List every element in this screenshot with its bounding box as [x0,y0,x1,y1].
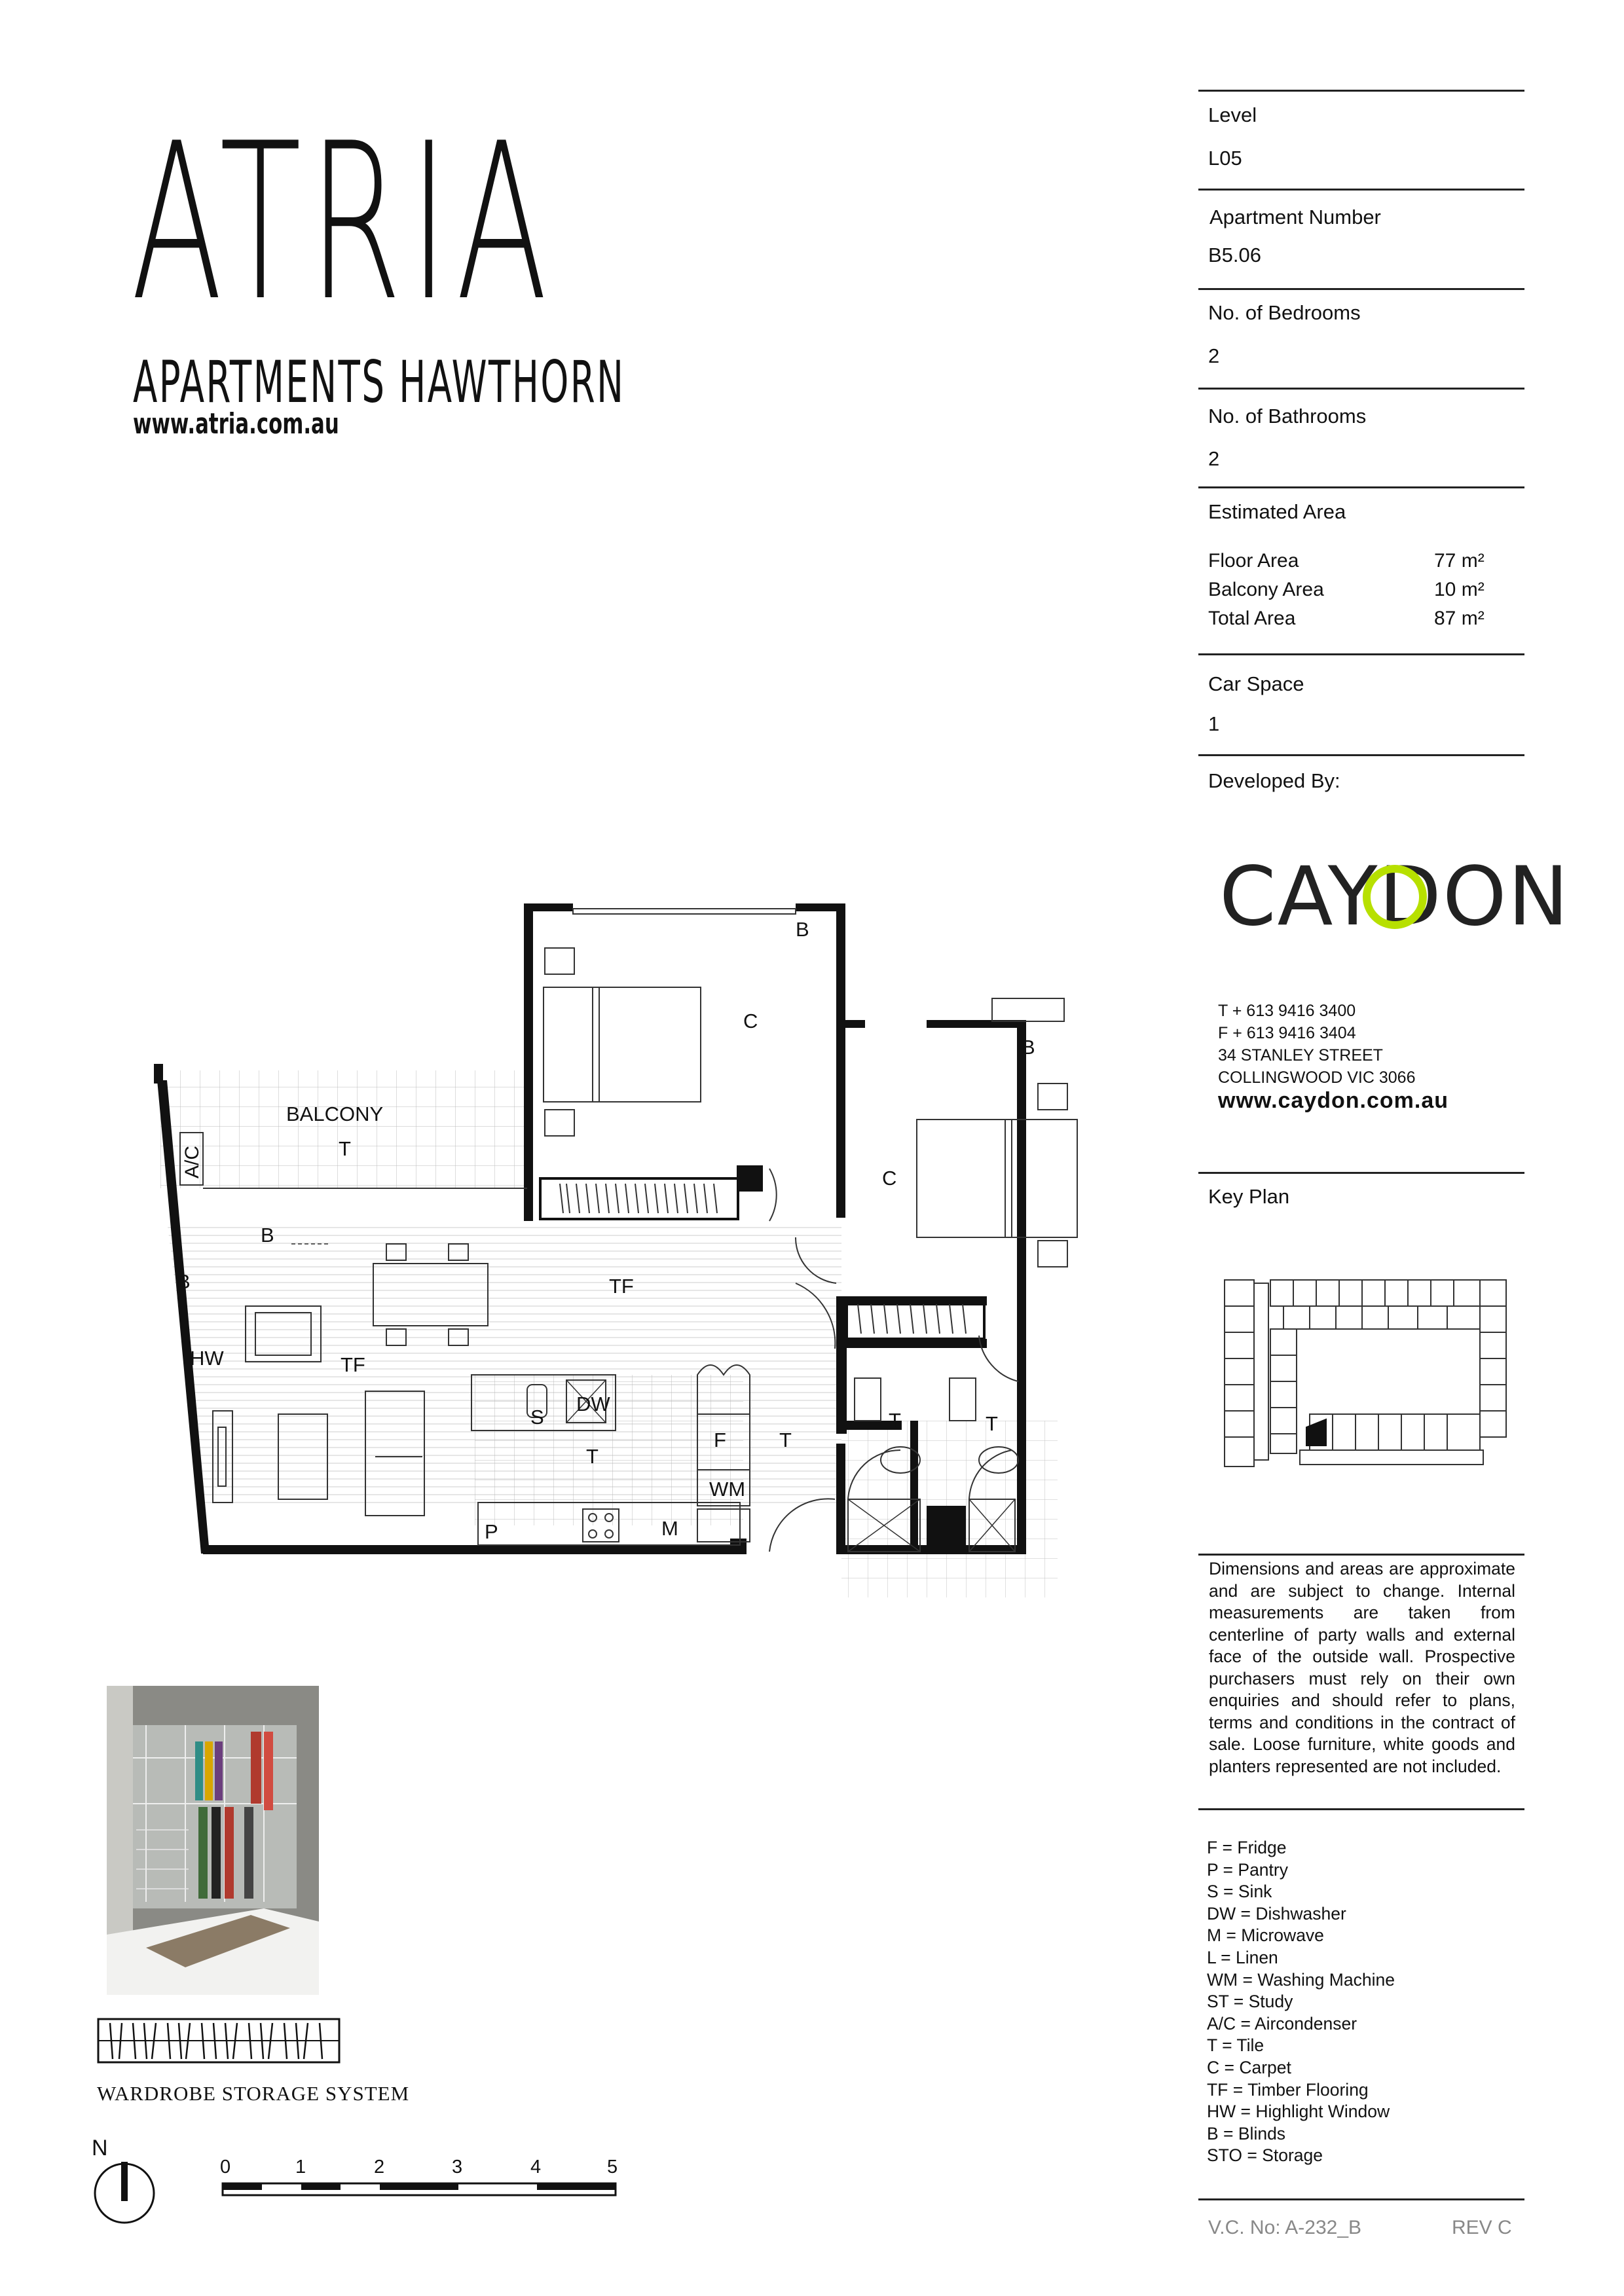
legend-item: F = Fridge [1207,1838,1287,1857]
developer-fax: F + 613 9416 3404 [1218,1024,1356,1042]
divider [1198,90,1524,92]
divider [1198,754,1524,756]
plan-label-microwave: M [661,1517,678,1540]
developer-website[interactable]: www.caydon.com.au [1218,1088,1449,1113]
legend-item: TF = Timber Flooring [1207,2079,1369,2100]
divider [1198,288,1524,290]
atria-logo-subtitle: APARTMENTS HAWTHORN [133,348,625,416]
level-label: Level [1208,103,1257,126]
scale-label: 1 [295,2157,306,2178]
atria-logo-title: ATRIA [131,97,555,348]
atria-website[interactable]: www.atria.com.au [133,407,339,441]
legend-item: STO = Storage [1207,2145,1323,2166]
balcony-floor [160,1070,527,1188]
wardrobe-caption: WARDROBE STORAGE SYSTEM [97,2082,410,2105]
legend [1207,1837,1395,2167]
plan-label-ac: A/C [181,1145,203,1178]
plan-label-timber: TF [341,1353,365,1376]
caydon-logo-mark [1219,850,1570,944]
divider [1198,1554,1524,1556]
car-space-label: Car Space [1208,672,1304,695]
vc-number: V.C. No: A-232_B [1208,2217,1362,2238]
legend-item: C = Carpet [1207,2057,1291,2077]
vanity [855,1378,881,1421]
legend-item: B = Blinds [1207,2123,1286,2143]
divider [1198,1808,1524,1810]
plan-label-blinds: B [261,1224,274,1247]
disclaimer-text: Dimensions and areas are approximate and are subject to change. Internal measurements are taken from centerline of party walls and external face of the outside wall. Prospective purchasers must rely on their own enquiries and should refer to plans, terms and conditions in the contract of sale. Loose furniture, white goods and planters represented are not included. [1209,1559,1515,1776]
plan-label-blinds: B [177,1270,191,1293]
revision: REV C [1452,2217,1512,2238]
plan-label-tile: T [586,1445,599,1468]
bedside-table [545,948,574,974]
developer-street: 34 STANLEY STREET [1218,1046,1383,1065]
plan-label-tile: T [339,1137,351,1160]
door-swing [769,1499,835,1552]
plan-label-tile: T [986,1412,998,1435]
scale-label: 2 [374,2157,385,2178]
north-label: N [92,2136,108,2160]
wardrobe-1-hangers [560,1184,717,1213]
divider [1198,653,1524,655]
legend-item: S = Sink [1207,1882,1272,1902]
area-row: Total Area 87 m² [1208,608,1485,629]
bedrooms-label: No. of Bedrooms [1208,301,1361,324]
plan-label-balcony: BALCONY [286,1102,384,1125]
plan-label-tile: T [779,1429,792,1451]
plan-label-fridge: F [714,1429,726,1451]
scale-label: 4 [530,2157,542,2178]
legend-item: HW = Highlight Window [1207,2102,1390,2122]
plan-label-washing-machine: WM [709,1478,746,1501]
wardrobe-photo [107,1686,319,1995]
bathrooms-value: 2 [1208,447,1220,470]
divider [1198,486,1524,488]
apartment-label: Apartment Number [1209,206,1381,228]
plan-label-blinds: B [796,918,809,941]
legend-item: T = Tile [1207,2035,1264,2056]
bathrooms-label: No. of Bathrooms [1208,405,1367,428]
divider [1198,1172,1524,1174]
floor-plan [141,851,1116,1594]
bedside-table [1038,1084,1067,1110]
key-plan [1221,1277,1509,1476]
apartment-value: B5.06 [1208,244,1262,266]
plan-label-blinds: B [1022,1036,1035,1059]
legend-item: P = Pantry [1207,1859,1288,1880]
plan-label-timber: TF [609,1275,634,1298]
developer-suburb: COLLINGWOOD VIC 3066 [1218,1068,1416,1087]
scale-label: 5 [607,2157,618,2178]
plan-label-highlight-window: HW [190,1347,224,1370]
door-swing [769,1169,777,1221]
level-value: L05 [1208,147,1242,170]
legend-item: DW = Dishwasher [1207,1903,1346,1923]
plan-label-tile: T [889,1409,901,1432]
vanity [950,1378,976,1421]
bedside-table [545,1110,574,1136]
area-row: Balcony Area 10 m² [1208,579,1485,600]
legend-item: A/C = Aircondenser [1207,2013,1357,2033]
scale-bar [223,2180,616,2203]
scale-label: 3 [452,2157,463,2178]
legend-item: WM = Washing Machine [1207,1969,1395,1990]
bed-2 [917,1120,1077,1237]
wardrobe-symbol [97,2018,341,2067]
developer-phone: T + 613 9416 3400 [1218,1002,1356,1020]
area-label: Estimated Area [1208,500,1346,523]
north-arrow-icon [92,2160,157,2229]
area-row: Floor Area 77 m² [1208,550,1485,572]
plan-label-carpet: C [743,1010,758,1032]
developer-label: Developed By: [1208,769,1340,792]
key-plan-label: Key Plan [1208,1185,1290,1208]
divider [1198,189,1524,191]
scale-label: 0 [220,2157,231,2178]
plan-label-carpet: C [882,1167,897,1190]
caydon-logo [1219,850,1570,946]
divider [1198,388,1524,390]
divider [1198,2198,1524,2200]
caydon-brand-text: CAYDON [1219,850,1570,944]
plan-label-dishwasher: DW [576,1393,610,1415]
plan-label-sink: S [530,1406,544,1429]
bedside-table [1038,1241,1067,1267]
legend-item: M = Microwave [1207,1925,1324,1946]
plan-label-pantry: P [485,1520,498,1543]
legend-item: ST = Study [1207,1992,1293,2012]
bedrooms-value: 2 [1208,344,1220,367]
car-space-value: 1 [1208,712,1220,735]
legend-item: L = Linen [1207,1947,1278,1967]
bed-1 [544,987,701,1102]
